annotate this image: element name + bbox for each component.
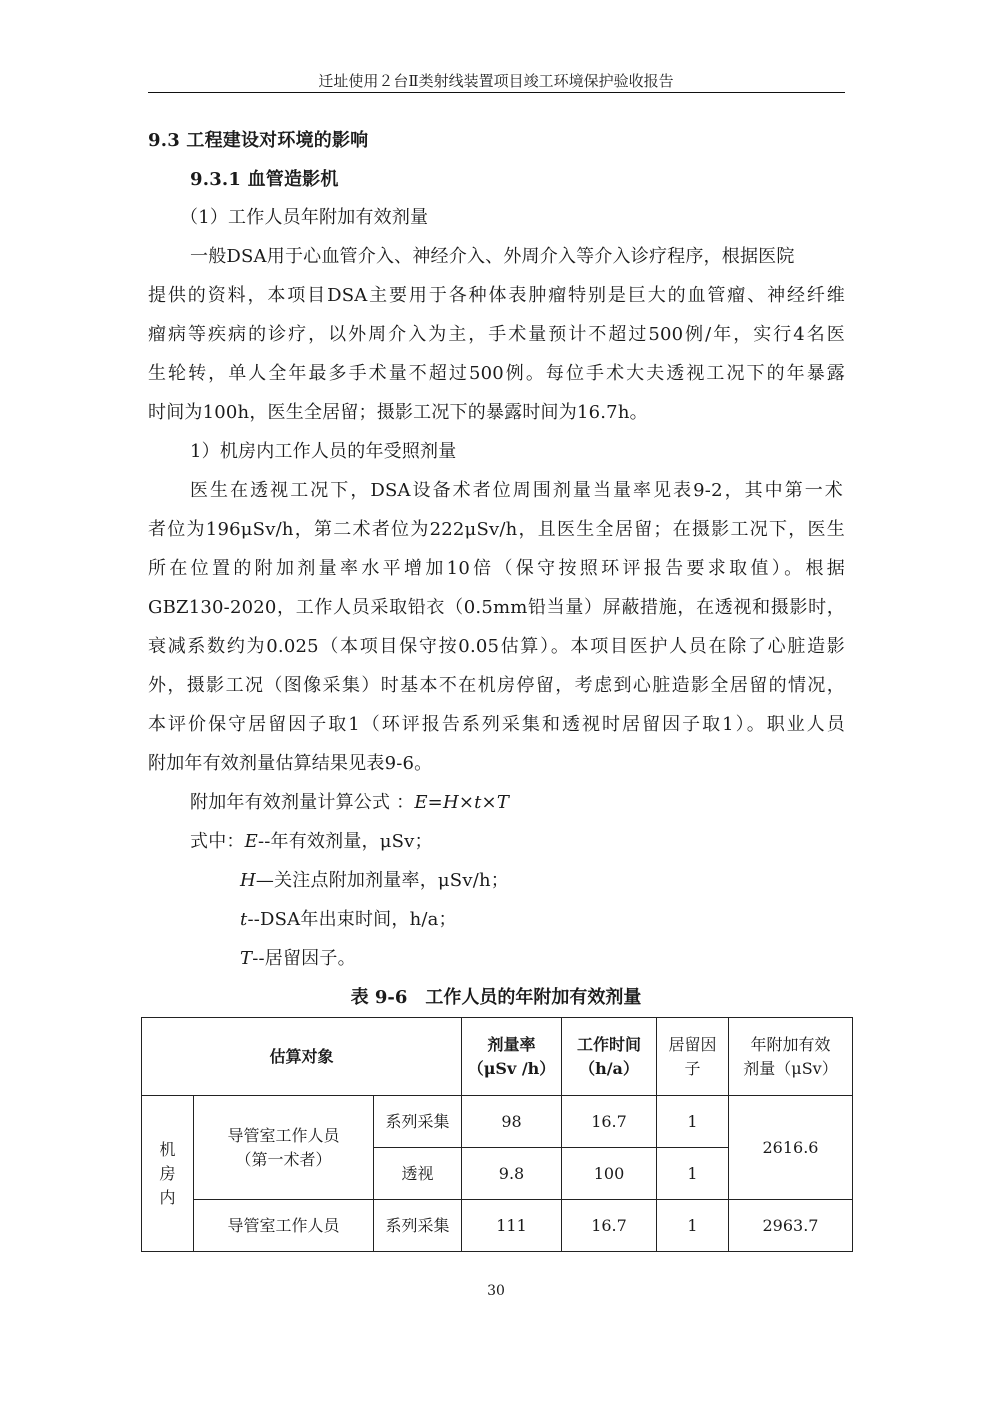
table-header-row: [142, 1018, 853, 1096]
table-row: [142, 1200, 853, 1252]
definition-line: [240, 946, 937, 972]
dose-table: [141, 1017, 853, 1252]
section-heading: 9.3 工程建设对环境的影响: [148, 130, 369, 151]
header-occupancy-line: 子: [684, 1058, 701, 1078]
header-work-time-line: 工作时间: [576, 1034, 641, 1054]
dose-rate-cell: 111: [462, 1200, 562, 1252]
mode-cell: 系列采集: [374, 1200, 462, 1252]
work-time-cell: 100: [562, 1148, 657, 1200]
sub-item-title: 1）机房内工作人员的年受照剂量: [190, 441, 457, 462]
person-role: （第一术者）: [235, 1149, 332, 1169]
header-occupancy-line: 居留因: [668, 1034, 717, 1054]
definition-text: --居留因子。: [252, 948, 356, 969]
paragraph2-line: GBZ130-2020，工作人员采取铅衣（0.5mm铅当量）屏蔽措施，在透视和摄影时，: [148, 597, 845, 618]
paragraph1-line: 提供的资料，本项目DSA主要用于各种体表肿瘤特别是巨大的血管瘤、神经纤维: [148, 285, 845, 306]
definition-symbol: T: [240, 948, 253, 969]
subsection-heading: 9.3.1 血管造影机: [190, 169, 339, 190]
where-label: 式中：: [190, 831, 245, 852]
header-annual-dose-line: 年附加有效: [750, 1034, 831, 1054]
header-annual-dose: [729, 1018, 853, 1096]
page-number: 30: [487, 1283, 505, 1299]
dose-rate-cell: 9.8: [462, 1148, 562, 1200]
definition-line: [240, 868, 937, 894]
table-caption: 表 9-6 工作人员的年附加有效剂量: [350, 987, 642, 1008]
paragraph1-line: 时间为100h，医生全居留；摄影工况下的暴露时间为16.7h。: [148, 402, 648, 423]
person-cell: [194, 1096, 374, 1200]
paragraph2-line: 医生在透视工况下，DSA设备术者位周围剂量当量率见表9-2，其中第一术: [190, 480, 843, 501]
paragraph2-line: 本评价保守居留因子取1（环评报告系列采集和透视时居留因子取1）。职业人员: [148, 714, 845, 735]
occupancy-cell: 1: [657, 1200, 729, 1252]
paragraph1-line: 瘤病等疾病的诊疗，以外周介入为主，手术量预计不超过500例/年，实行4名医: [148, 324, 845, 345]
group-label-char: 内: [159, 1187, 176, 1207]
paragraph2-line: 衰减系数约为0.025（本项目保守按0.05估算）。本项目医护人员在除了心脏造影: [148, 636, 845, 657]
mode-cell: 透视: [374, 1148, 462, 1200]
table-row: [142, 1096, 853, 1148]
group-label-char: 机: [159, 1139, 176, 1159]
header-occupancy: [657, 1018, 729, 1096]
person-name: 导管室工作人员: [227, 1125, 340, 1145]
occupancy-cell: 1: [657, 1096, 729, 1148]
dose-rate-cell: 98: [462, 1096, 562, 1148]
header-dose-rate: [462, 1018, 562, 1096]
definition-line: [190, 829, 887, 855]
group-label-char: 房: [159, 1163, 176, 1183]
definition-text: --年有效剂量，μSv；: [257, 831, 433, 852]
occupancy-cell: 1: [657, 1148, 729, 1200]
definition-symbol: E: [244, 831, 258, 852]
header-work-time-unit: （h/a）: [579, 1058, 639, 1078]
paragraph2-line: 外，摄影工况（图像采集）时基本不在机房停留，考虑到心脏造影全居留的情况，: [148, 675, 845, 696]
header-rule: [148, 92, 845, 93]
definition-text: --DSA年出束时间，h/a；: [247, 909, 457, 930]
paragraph1-line: 生轮转，单人全年最多手术量不超过500例。每位手术大夫透视工况下的年暴露: [148, 363, 845, 384]
annual-dose-cell: 2616.6: [729, 1096, 853, 1200]
header-dose-rate-unit: （μSv /h）: [467, 1058, 556, 1078]
paragraph2-line: 所在位置的附加剂量率水平增加10倍（保守按照环评报告要求取值）。根据: [148, 558, 845, 579]
work-time-cell: 16.7: [562, 1200, 657, 1252]
formula: E=H×t×T: [414, 792, 510, 813]
person-cell: 导管室工作人员: [194, 1200, 374, 1252]
paragraph2-line: 附加年有效剂量估算结果见表9-6。: [148, 753, 433, 774]
header-dose-rate-line: 剂量率: [487, 1034, 536, 1054]
work-time-cell: 16.7: [562, 1096, 657, 1148]
paragraph2-line: 者位为196μSv/h，第二术者位为222μSv/h，且医生全居留；在摄影工况下，医生: [148, 519, 845, 540]
definition-symbol: H: [240, 870, 256, 891]
formula-label: 附加年有效剂量计算公式 ：: [190, 792, 415, 813]
paragraph1-line: 一般DSA用于心血管介入、神经介入、外周介入等介入诊疗程序，根据医院: [190, 246, 795, 267]
item-title: （1）工作人员年附加有效剂量: [180, 207, 429, 228]
group-label-cell: [142, 1096, 194, 1252]
header-work-time: [562, 1018, 657, 1096]
definition-line: [240, 907, 937, 933]
formula-line: [190, 790, 887, 816]
running-header-title: 迁址使用２台Ⅱ类射线装置项目竣工环境保护验收报告: [318, 72, 674, 90]
annual-dose-cell: 2963.7: [729, 1200, 853, 1252]
definition-symbol: t: [240, 909, 248, 930]
mode-cell: 系列采集: [374, 1096, 462, 1148]
header-object: 估算对象: [142, 1018, 462, 1096]
definition-text: —关注点附加剂量率，μSv/h；: [255, 870, 509, 891]
header-annual-dose-unit: 剂量（μSv）: [743, 1058, 838, 1078]
